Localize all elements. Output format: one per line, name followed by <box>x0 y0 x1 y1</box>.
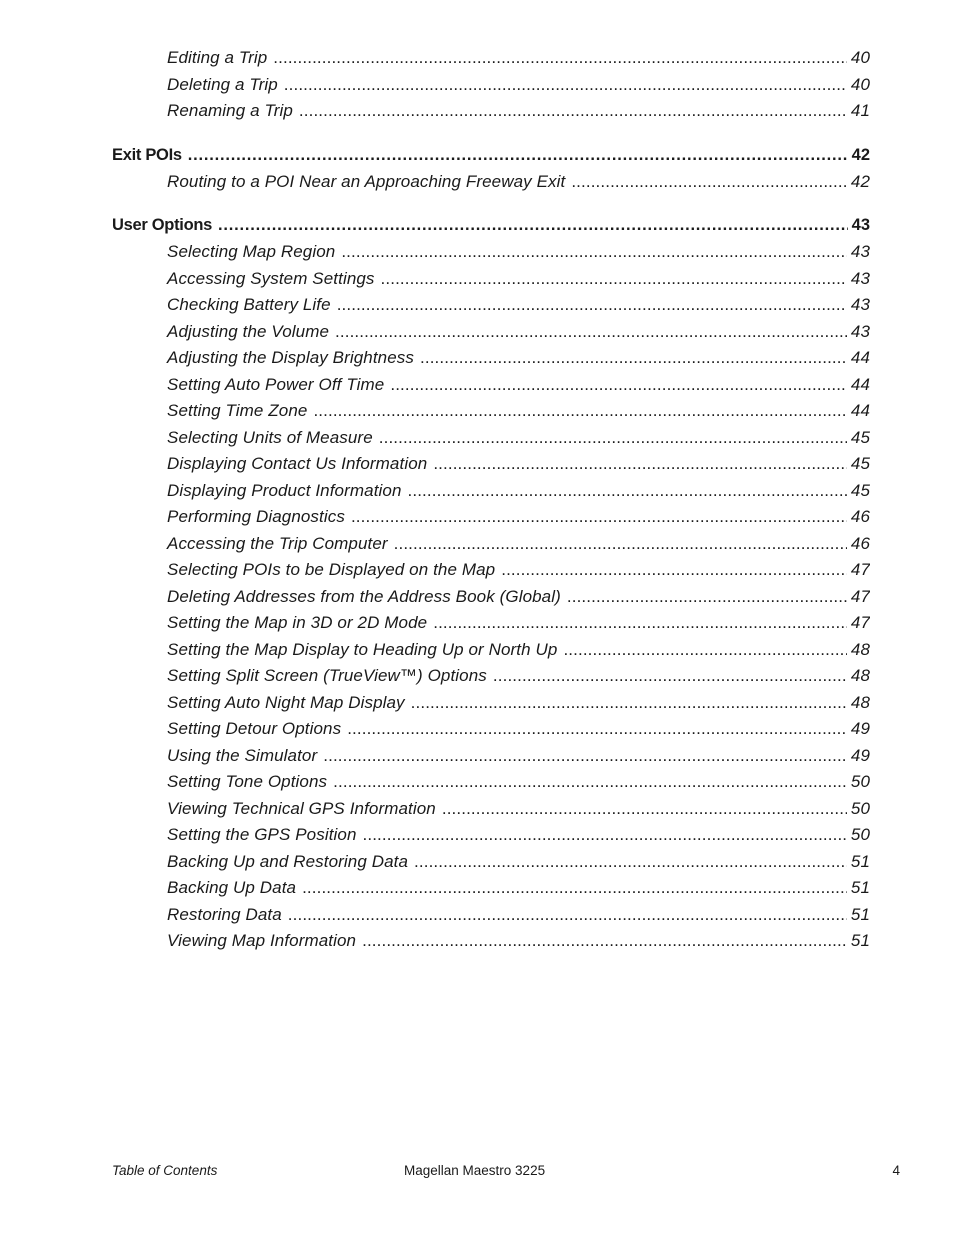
toc-entry[interactable] <box>112 931 870 958</box>
toc-entry-page: 47 <box>850 586 870 606</box>
dot-leader <box>273 48 847 68</box>
toc-entry-page: 41 <box>850 101 870 120</box>
dot-leader <box>501 560 847 580</box>
dot-leader <box>302 878 847 898</box>
dot-leader <box>433 454 847 474</box>
toc-entry-title: Deleting a Trip <box>167 74 278 94</box>
toc-entry-title: Setting Split Screen (TrueView™) Options <box>167 666 487 685</box>
footer-product-name: Magellan Maestro 3225 <box>404 1163 546 1178</box>
dot-leader <box>394 534 847 554</box>
toc-entry-title: Accessing the Trip Computer <box>167 533 388 553</box>
toc-entry-page: 43 <box>850 242 870 261</box>
dot-leader <box>411 693 847 713</box>
toc-entry-page: 47 <box>850 613 870 632</box>
toc-entry[interactable] <box>112 507 870 534</box>
toc-entry-page: 45 <box>850 454 870 473</box>
dot-leader <box>433 613 847 633</box>
toc-entry-title: Adjusting the Volume <box>167 321 330 341</box>
toc-entry-title: Setting Tone Options <box>167 772 328 791</box>
toc-entry-page: 44 <box>850 348 870 367</box>
toc-entry-title: Viewing Map Information <box>167 931 357 950</box>
toc-entry[interactable] <box>112 719 870 746</box>
toc-entry-page: 47 <box>850 560 870 579</box>
toc-entry[interactable] <box>112 666 870 693</box>
dot-leader <box>337 295 847 315</box>
toc-entry-page: 40 <box>850 74 870 94</box>
toc-entry-page: 51 <box>850 904 870 924</box>
toc-section-heading[interactable] <box>112 216 870 242</box>
toc-entry-page: 50 <box>850 772 870 791</box>
footer-page-number: 4 <box>892 1163 900 1178</box>
toc-entry[interactable] <box>112 825 870 852</box>
dot-leader <box>335 322 847 342</box>
toc-entry-page: 50 <box>850 798 870 818</box>
section-spacer <box>112 198 870 216</box>
toc-entry-page: 48 <box>850 692 870 712</box>
toc-entry-page: 51 <box>850 931 870 950</box>
dot-leader <box>567 587 847 607</box>
toc-entry-title: Routing to a POI Near an Approaching Freeway Exit <box>167 171 566 191</box>
toc-entry[interactable] <box>112 348 870 375</box>
dot-leader <box>420 348 847 368</box>
toc-entry-title: Displaying Product Information <box>167 480 402 500</box>
toc-entry-title: Setting Time Zone <box>167 401 308 420</box>
toc-entry-page: 43 <box>850 268 870 288</box>
section-spacer <box>112 128 870 146</box>
dot-leader <box>442 799 847 819</box>
toc-entry[interactable] <box>112 428 870 455</box>
toc-entry[interactable] <box>112 269 870 296</box>
toc-entry[interactable] <box>112 295 870 322</box>
toc-entry-page: 45 <box>850 480 870 500</box>
toc-entry[interactable] <box>112 242 870 269</box>
toc-entry-page: 44 <box>850 401 870 420</box>
toc-entry-page: 44 <box>850 374 870 394</box>
toc-entry[interactable] <box>112 401 870 428</box>
toc-entry[interactable] <box>112 172 870 199</box>
dot-leader <box>379 428 847 448</box>
toc-entry[interactable] <box>112 852 870 879</box>
dot-leader <box>347 719 847 739</box>
toc-entry[interactable] <box>112 48 870 75</box>
toc-section-title: User Options <box>112 216 213 234</box>
toc-entry[interactable] <box>112 746 870 773</box>
toc-entry-title: Restoring Data <box>167 904 282 924</box>
toc-entry-title: Checking Battery Life <box>167 295 331 314</box>
toc-entry-title: Renaming a Trip <box>167 101 293 120</box>
toc-entry-title: Setting the Map Display to Heading Up or North Up <box>167 639 558 659</box>
toc-entry-title: Setting Detour Options <box>167 719 342 738</box>
dot-leader <box>323 746 847 766</box>
toc-entry-title: Selecting Map Region <box>167 242 336 261</box>
toc-section-heading[interactable] <box>112 146 870 172</box>
dot-leader <box>188 146 848 165</box>
toc-section-page: 43 <box>851 216 870 234</box>
dot-leader <box>408 481 847 501</box>
dot-leader <box>362 931 847 951</box>
toc-entry-page: 49 <box>850 745 870 765</box>
toc-entry[interactable] <box>112 587 870 614</box>
dot-leader <box>351 507 847 527</box>
toc-entry-page: 48 <box>850 639 870 659</box>
toc-entry[interactable] <box>112 799 870 826</box>
toc-entry[interactable] <box>112 454 870 481</box>
toc-entry[interactable] <box>112 375 870 402</box>
toc-entry-page: 43 <box>850 295 870 314</box>
toc-entry-page: 46 <box>850 533 870 553</box>
dot-leader <box>341 242 847 262</box>
toc-entry-page: 46 <box>850 507 870 526</box>
toc-entry-title: Viewing Technical GPS Information <box>167 798 436 818</box>
toc-entry-title: Setting Auto Night Map Display <box>167 692 405 712</box>
toc-entry-title: Editing a Trip <box>167 48 268 67</box>
toc-entry[interactable] <box>112 481 870 508</box>
toc-entry-page: 51 <box>850 878 870 897</box>
toc-entry-page: 40 <box>850 48 870 67</box>
dot-leader <box>284 75 847 95</box>
toc-entry[interactable] <box>112 534 870 561</box>
dot-leader <box>288 905 847 925</box>
toc-entry-title: Backing Up Data <box>167 878 297 897</box>
dot-leader <box>218 216 848 235</box>
dot-leader <box>571 172 847 192</box>
toc-entry[interactable] <box>112 322 870 349</box>
toc-entry-title: Performing Diagnostics <box>167 507 345 526</box>
toc-entry[interactable] <box>112 878 870 905</box>
toc-entry-title: Selecting POIs to be Displayed on the Map <box>167 560 496 579</box>
toc-section-page: 42 <box>851 145 870 164</box>
dot-leader <box>313 401 846 421</box>
toc-entry-page: 42 <box>850 171 870 191</box>
dot-leader <box>299 101 847 121</box>
toc-entry[interactable] <box>112 75 870 102</box>
toc-entry-title: Selecting Units of Measure <box>167 427 373 447</box>
toc-entry-title: Using the Simulator <box>167 745 318 765</box>
toc-entry-title: Deleting Addresses from the Address Book (Global) <box>167 586 561 606</box>
toc-entry-title: Adjusting the Display Brightness <box>167 348 414 367</box>
toc-entry-title: Setting the Map in 3D or 2D Mode <box>167 613 428 632</box>
toc-entry-page: 49 <box>850 719 870 738</box>
dot-leader <box>493 666 847 686</box>
toc-entry[interactable] <box>112 560 870 587</box>
dot-leader <box>390 375 847 395</box>
dot-leader <box>363 825 847 845</box>
toc-entry-page: 43 <box>850 321 870 341</box>
toc-entry-title: Setting Auto Power Off Time <box>167 374 385 394</box>
dot-leader <box>414 852 847 872</box>
dot-leader <box>381 269 847 289</box>
page-footer <box>112 1163 900 1183</box>
toc-entry-title: Accessing System Settings <box>167 268 375 288</box>
toc-entry-title: Displaying Contact Us Information <box>167 454 428 473</box>
toc-entry-page: 45 <box>850 427 870 447</box>
toc-entry-title: Backing Up and Restoring Data <box>167 851 409 871</box>
dot-leader <box>563 640 846 660</box>
toc-entry-page: 50 <box>850 825 870 844</box>
footer-section-name: Table of Contents <box>112 1163 218 1178</box>
toc-entry[interactable] <box>112 640 870 667</box>
toc-entry[interactable] <box>112 101 870 128</box>
toc-entry[interactable] <box>112 693 870 720</box>
toc-entry-page: 51 <box>850 851 870 871</box>
dot-leader <box>333 772 847 792</box>
toc-entry[interactable] <box>112 772 870 799</box>
toc-section-title: Exit POIs <box>112 145 182 164</box>
table-of-contents <box>112 48 870 958</box>
toc-entry[interactable] <box>112 905 870 932</box>
toc-entry[interactable] <box>112 613 870 640</box>
toc-entry-page: 48 <box>850 666 870 685</box>
toc-entry-title: Setting the GPS Position <box>167 825 357 844</box>
